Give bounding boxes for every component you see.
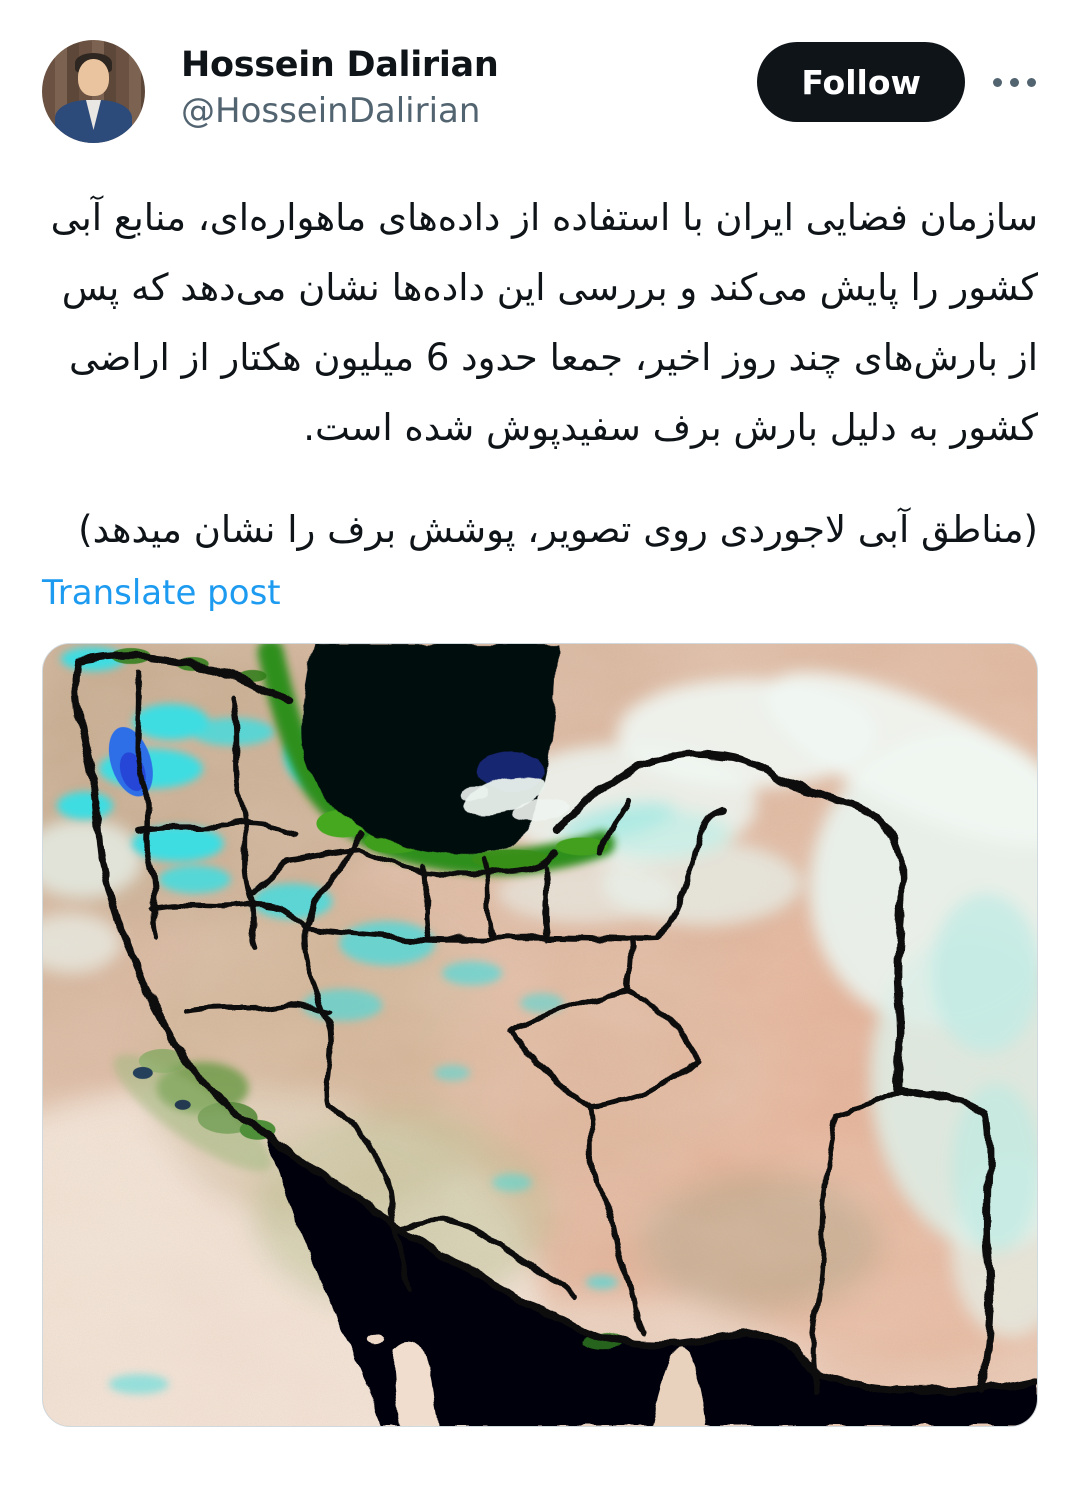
bahrain-island — [367, 1333, 385, 1343]
author-names — [181, 40, 499, 134]
more-options-icon[interactable] — [991, 72, 1038, 93]
header-actions — [757, 40, 1038, 122]
tweet-media-card[interactable] — [42, 643, 1038, 1427]
dot-icon — [1010, 78, 1019, 87]
dot-icon — [993, 78, 1002, 87]
tweet-detail-page — [0, 40, 1080, 1427]
follow-button[interactable]: Follow — [757, 42, 965, 122]
iran-satellite-map-image[interactable] — [43, 644, 1037, 1426]
translate-post-link[interactable]: Translate post — [42, 573, 281, 613]
avatar[interactable] — [42, 40, 145, 143]
tweet-text-line: سازمان فضایی ایران با استفاده از داده‌های ماهواره‌ای، منابع آبی — [50, 196, 1038, 239]
author-display-name[interactable]: Hossein Dalirian — [181, 45, 499, 85]
tweet-text-line: از بارش‌های چند روز اخیر، جمعا حدود 6 میلیون هکتار از اراضی — [69, 336, 1038, 379]
tweet-text-line: کشور به دلیل بارش برف سفیدپوش شده است. — [303, 406, 1038, 449]
tweet-text-note: (مناطق آبی لاجوردی روی تصویر، پوشش برف را نشان میدهد) — [78, 508, 1038, 551]
dot-icon — [1027, 78, 1036, 87]
author-handle[interactable]: @HosseinDalirian — [181, 91, 481, 131]
avatar-face — [78, 59, 109, 96]
tweet-header — [42, 40, 1038, 143]
tweet-text — [42, 183, 1038, 565]
tweet-text-line: کشور را پایش می‌کند و بررسی این داده‌ها نشان می‌دهد که پس — [61, 266, 1038, 309]
